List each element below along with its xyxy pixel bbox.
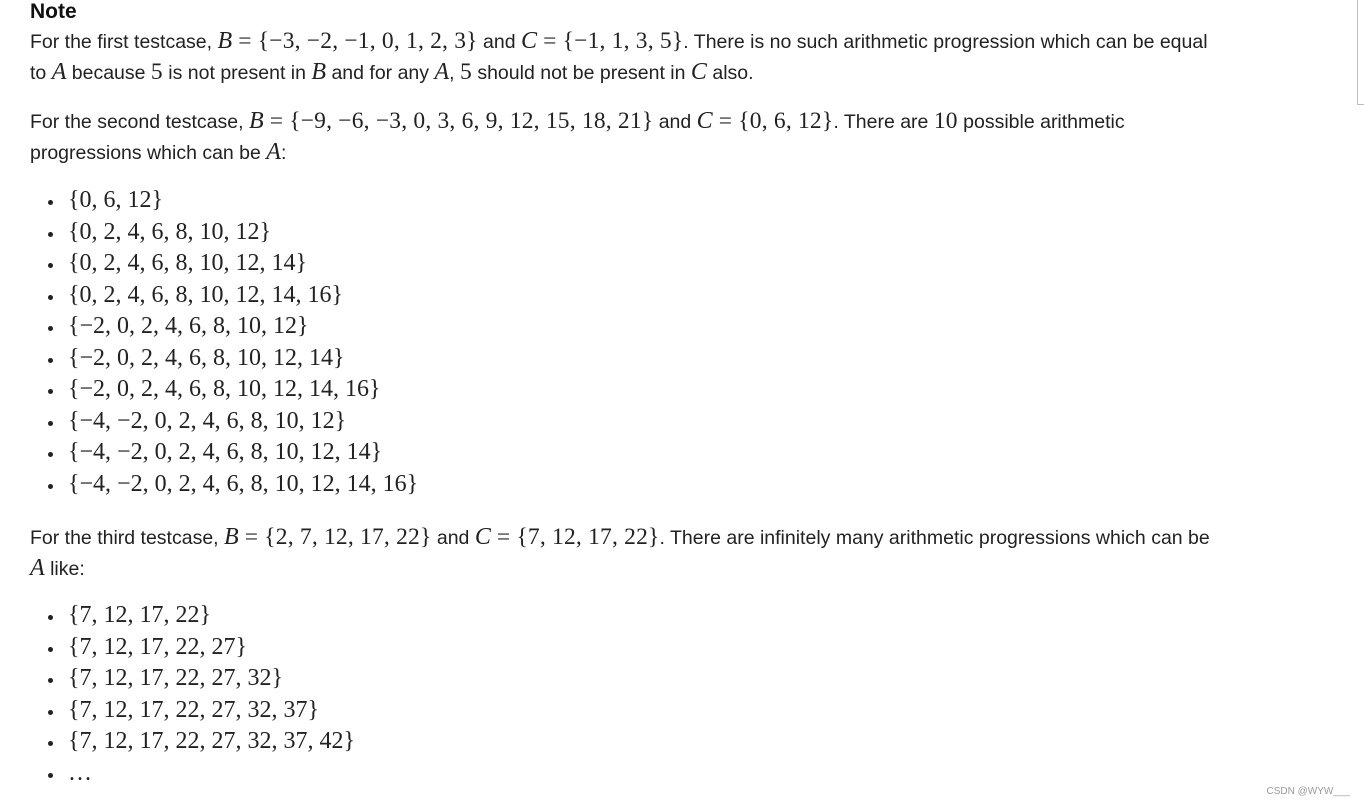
first-testcase-paragraph — [30, 26, 1208, 88]
text: because — [66, 62, 151, 84]
text: and — [653, 111, 697, 133]
list-item: {7, 12, 17, 22, 27, 32, 37, 42} — [30, 726, 355, 758]
list-item: {7, 12, 17, 22, 27} — [30, 632, 355, 664]
math-B: B — [311, 59, 327, 85]
math-set-B: = {−9, −6, −3, 0, 3, 6, 9, 12, 15, 18, 21} — [263, 108, 654, 134]
list-item: {−4, −2, 0, 2, 4, 6, 8, 10, 12} — [30, 406, 418, 438]
text: like: — [44, 558, 85, 580]
third-testcase-paragraph — [30, 522, 1210, 584]
text: progressions which can be — [30, 142, 267, 164]
text: . There are — [833, 111, 934, 133]
math-ten: 10 — [933, 108, 958, 134]
list-item: {−4, −2, 0, 2, 4, 6, 8, 10, 12, 14, 16} — [30, 469, 418, 501]
math-set-C: = {−1, 1, 3, 5} — [537, 28, 684, 54]
third-testcase-list — [30, 600, 355, 789]
math-B: B — [217, 28, 233, 54]
text: : — [280, 142, 287, 164]
text: . There are infinitely many arithmetic progressions which can be — [659, 527, 1210, 549]
math-C: C — [690, 59, 707, 85]
text: also. — [706, 62, 754, 84]
list-item: {−2, 0, 2, 4, 6, 8, 10, 12, 14, 16} — [30, 374, 418, 406]
watermark: CSDN @WYW___ — [1266, 786, 1350, 797]
list-item: {7, 12, 17, 22} — [30, 600, 355, 632]
list-item: {−4, −2, 0, 2, 4, 6, 8, 10, 12, 14} — [30, 437, 418, 469]
math-set-C: = {7, 12, 17, 22} — [490, 524, 660, 550]
math-set-B: = {2, 7, 12, 17, 22} — [238, 524, 432, 550]
text: and — [431, 527, 475, 549]
list-item: {7, 12, 17, 22, 27, 32, 37} — [30, 695, 355, 727]
text: is not present in — [162, 62, 312, 84]
math-A: A — [30, 555, 45, 581]
list-item: {0, 2, 4, 6, 8, 10, 12, 14} — [30, 248, 418, 280]
text: For the third testcase, — [30, 527, 225, 549]
second-testcase-list — [30, 185, 418, 500]
list-item: {0, 6, 12} — [30, 185, 418, 217]
math-B: B — [224, 524, 239, 550]
list-item: {0, 2, 4, 6, 8, 10, 12, 14, 16} — [30, 280, 418, 312]
math-C: C — [521, 28, 538, 54]
text: and for any — [326, 62, 435, 84]
scrollbar-edge[interactable] — [1357, 0, 1364, 105]
math-five: 5 — [459, 59, 472, 85]
text: should not be present in — [471, 62, 691, 84]
math-A: A — [51, 59, 67, 85]
text: and — [477, 31, 522, 53]
text: to — [30, 62, 52, 84]
math-A: A — [434, 59, 450, 85]
list-item: {0, 2, 4, 6, 8, 10, 12} — [30, 217, 418, 249]
math-C: C — [474, 524, 491, 550]
math-five: 5 — [150, 59, 163, 85]
text: For the second testcase, — [30, 111, 249, 133]
text: possible arithmetic — [957, 111, 1125, 133]
math-set-B: = {−3, −2, −1, 0, 1, 2, 3} — [232, 28, 478, 54]
second-testcase-paragraph — [30, 106, 1125, 168]
note-section — [30, 0, 1340, 786]
list-item: {7, 12, 17, 22, 27, 32} — [30, 663, 355, 695]
text: For the first testcase, — [30, 31, 218, 53]
list-item: {−2, 0, 2, 4, 6, 8, 10, 12} — [30, 311, 418, 343]
list-item: … — [30, 758, 355, 790]
math-B: B — [248, 108, 264, 134]
note-title: Note — [30, 0, 77, 23]
math-set-C: = {0, 6, 12} — [712, 108, 834, 134]
math-A: A — [266, 139, 281, 165]
math-C: C — [696, 108, 713, 134]
text: , — [449, 62, 460, 84]
list-item: {−2, 0, 2, 4, 6, 8, 10, 12, 14} — [30, 343, 418, 375]
text: . There is no such arithmetic progression which can be equal — [683, 31, 1208, 53]
